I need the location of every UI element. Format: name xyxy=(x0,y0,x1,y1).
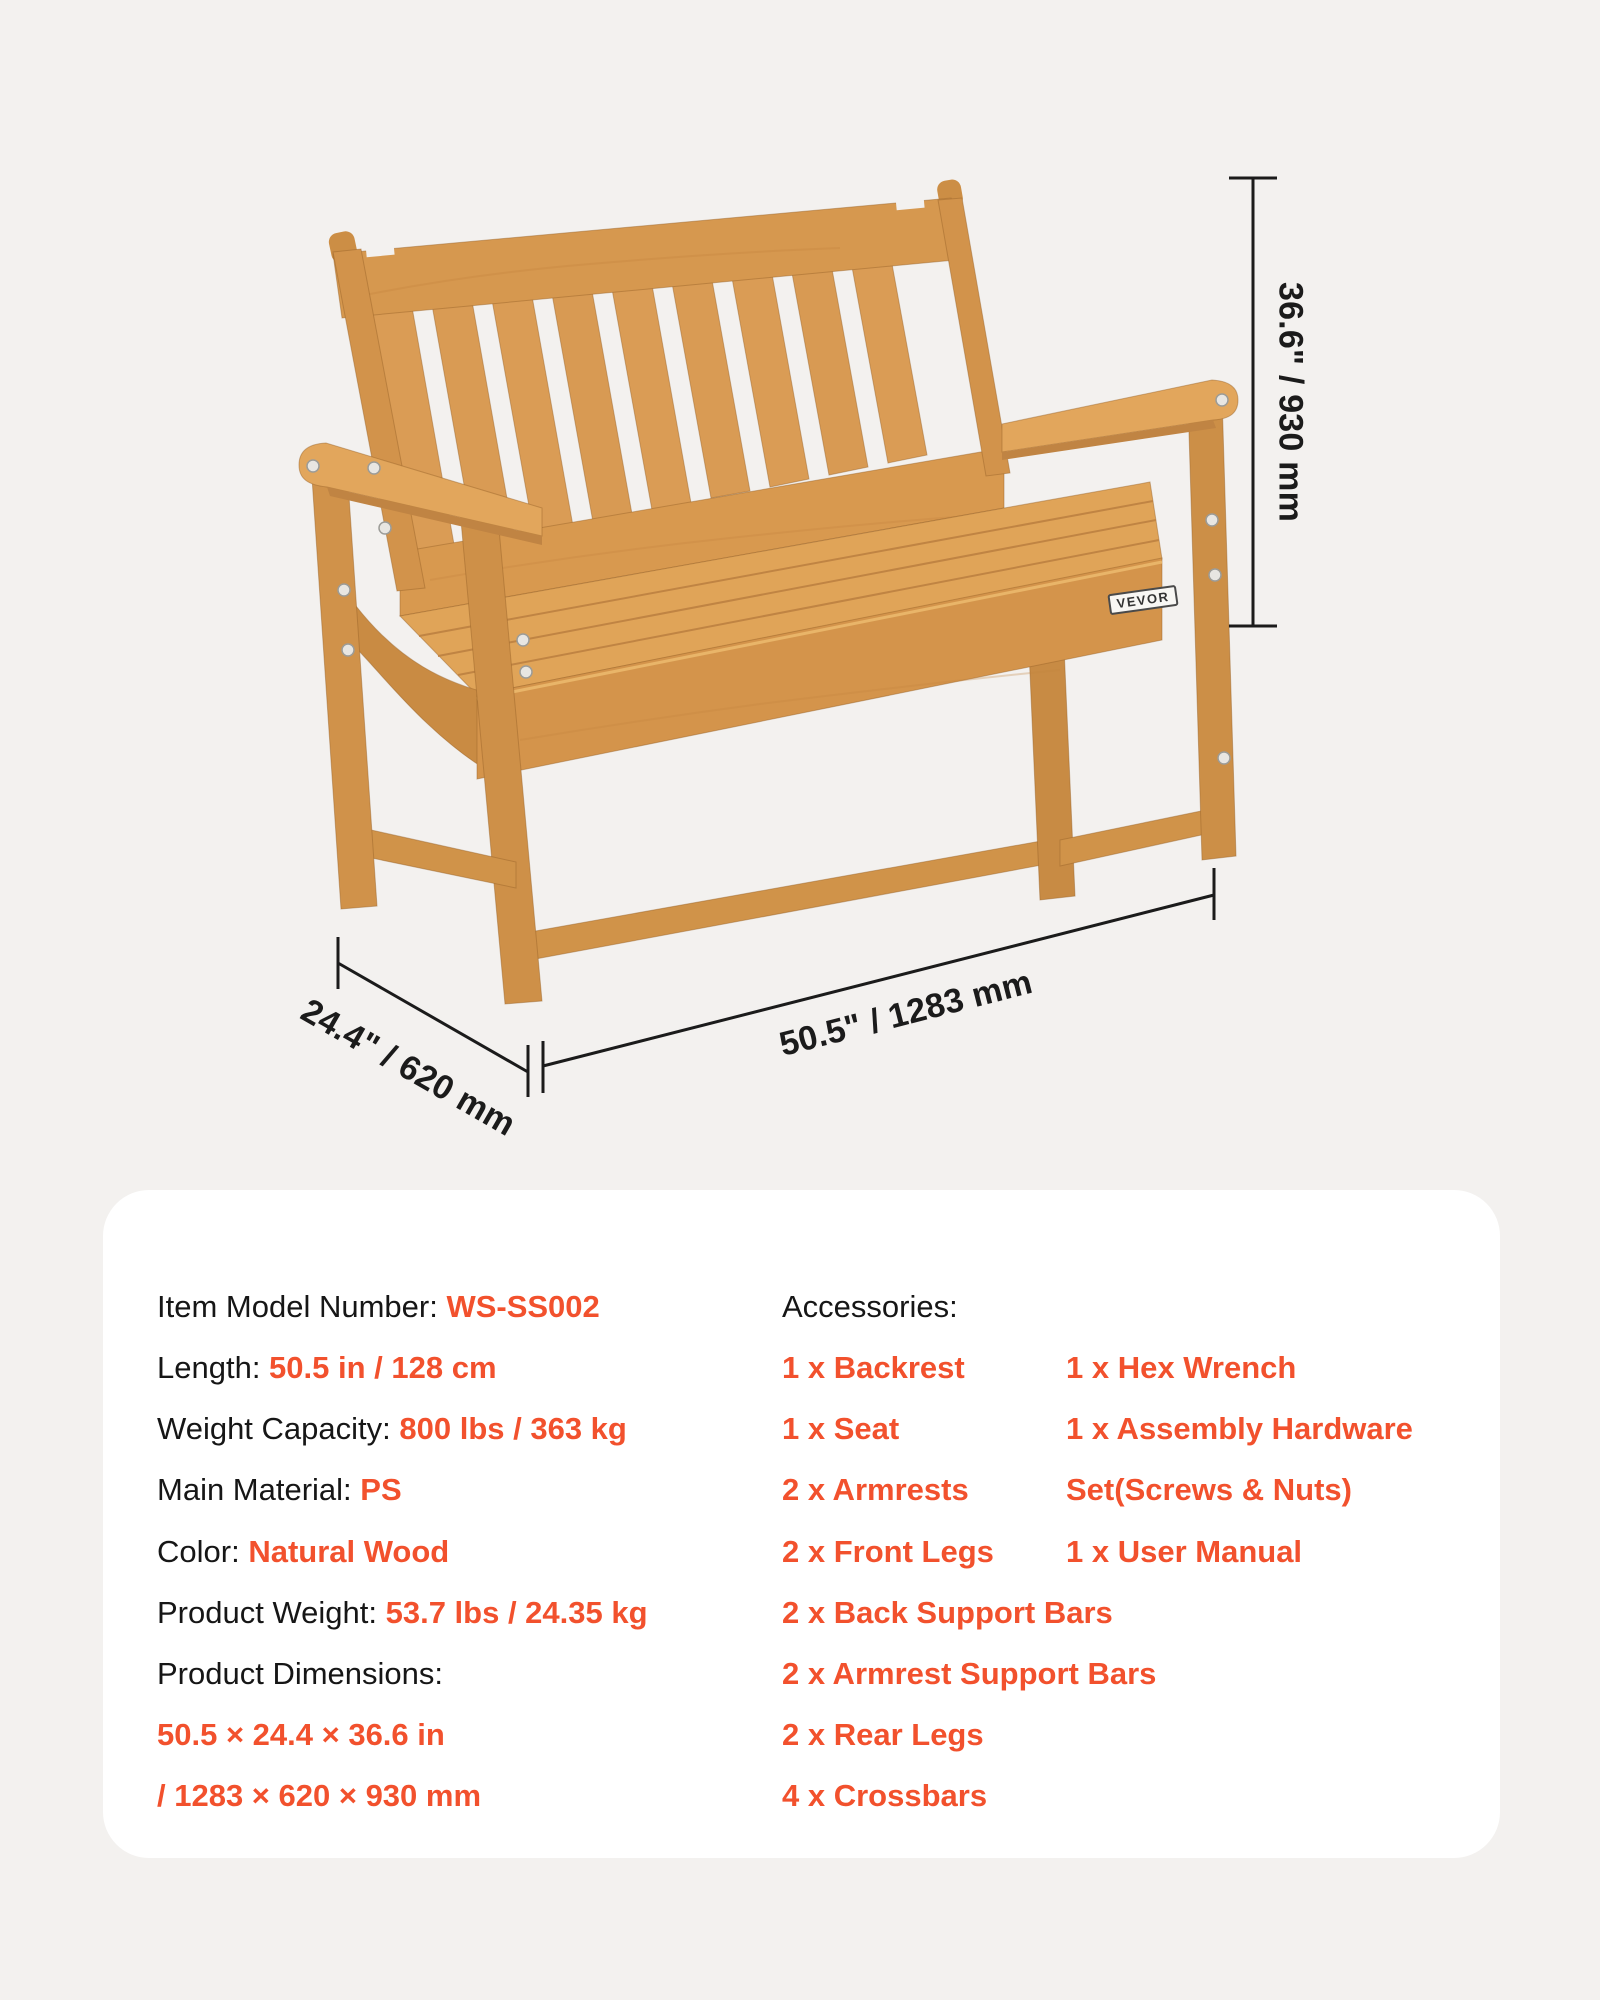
spec-row-dimensions xyxy=(157,1652,443,1696)
screw-icon xyxy=(1216,394,1228,406)
spec-row-model xyxy=(157,1285,600,1329)
spec-row-capacity xyxy=(157,1407,627,1451)
spec-label: Weight Capacity: xyxy=(157,1411,400,1446)
accessories-header: Accessories: xyxy=(782,1289,958,1324)
accessory-item: 2 x Armrest Support Bars xyxy=(782,1656,1157,1691)
front-right-leg xyxy=(1188,396,1236,860)
spec-value: WS-SS002 xyxy=(446,1289,600,1324)
screw-icon xyxy=(342,644,354,656)
spec-label: Product Weight: xyxy=(157,1595,386,1630)
spec-row-length xyxy=(157,1346,497,1390)
spec-value: / 1283 × 620 × 930 mm xyxy=(157,1778,482,1813)
spec-label: Color: xyxy=(157,1534,249,1569)
accessory-item: 2 x Back Support Bars xyxy=(782,1595,1113,1630)
accessory-item: 1 x Hex Wrench xyxy=(1066,1350,1297,1385)
screw-icon xyxy=(1209,569,1221,581)
front-left-leg xyxy=(312,478,377,909)
spec-label: Item Model Number: xyxy=(157,1289,447,1324)
right-crossbar xyxy=(1060,810,1206,866)
brand-badge: VEVOR xyxy=(1107,585,1178,615)
spec-label: Product Dimensions: xyxy=(157,1656,444,1691)
height-dimension-label: 36.6" / 930 mm xyxy=(1271,281,1310,523)
accessory-item: 1 x Seat xyxy=(782,1411,900,1446)
accessory-item: 2 x Rear Legs xyxy=(782,1717,984,1752)
screw-icon xyxy=(338,584,350,596)
backrest-slat xyxy=(792,269,868,475)
screw-icon xyxy=(520,666,532,678)
spec-row-color xyxy=(157,1530,449,1574)
screw-icon xyxy=(1218,752,1230,764)
accessory-item: 1 x User Manual xyxy=(1066,1534,1303,1569)
spec-row-dimensions-in xyxy=(157,1713,445,1757)
top-rail-notch xyxy=(896,195,925,211)
screw-icon xyxy=(307,460,319,472)
rear-stretcher xyxy=(530,838,1058,960)
accessory-item: 2 x Front Legs xyxy=(782,1534,994,1569)
spec-value: 53.7 lbs / 24.35 kg xyxy=(385,1595,648,1630)
screw-icon xyxy=(379,522,391,534)
spec-label: Main Material: xyxy=(157,1472,361,1507)
spec-label: Length: xyxy=(157,1350,270,1385)
screw-icon xyxy=(368,462,380,474)
backrest-slat xyxy=(852,264,927,463)
screw-icon xyxy=(517,634,529,646)
spec-value: 50.5 in / 128 cm xyxy=(269,1350,497,1385)
spec-value: 800 lbs / 363 kg xyxy=(399,1411,627,1446)
accessory-item: 1 x Assembly Hardware xyxy=(1066,1411,1413,1446)
top-rail-notch xyxy=(366,242,395,258)
spec-row-weight xyxy=(157,1591,648,1635)
spec-card xyxy=(103,1190,1500,1858)
length-dimension-label: 50.5" / 1283 mm xyxy=(775,963,1037,1064)
accessory-item: 1 x Backrest xyxy=(782,1350,965,1385)
spec-value: 50.5 × 24.4 × 36.6 in xyxy=(157,1717,445,1752)
spec-row-material xyxy=(157,1468,402,1512)
spec-row-dimensions-mm xyxy=(157,1774,481,1818)
spec-value: Natural Wood xyxy=(248,1534,450,1569)
backrest-right-stile xyxy=(938,198,1010,476)
accessory-item: 2 x Armrests xyxy=(782,1472,969,1507)
depth-dimension-label: 24.4" / 620 mm xyxy=(294,991,522,1144)
screw-icon xyxy=(1206,514,1218,526)
accessory-item: 4 x Crossbars xyxy=(782,1778,988,1813)
accessory-item: Set(Screws & Nuts) xyxy=(1066,1472,1352,1507)
spec-value: PS xyxy=(360,1472,402,1507)
